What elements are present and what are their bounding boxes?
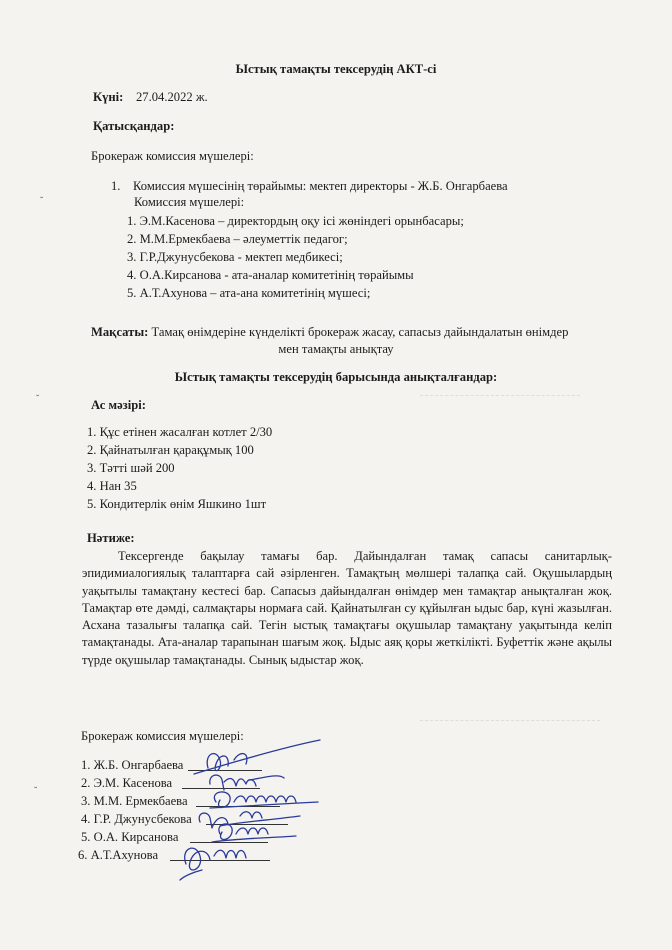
findings-heading: Ыстық тамақты тексерудің барысында анықталғандар: <box>174 370 498 384</box>
list-marker: 1. <box>111 179 121 193</box>
member-item: 2. М.М.Ермекбаева – әлеуметтік педагог; <box>127 232 348 246</box>
purpose-continuation: мен тамақты анықтау <box>278 342 394 356</box>
member-item: 1. Э.М.Касенова – директордың оқу ісі жөніндегі орынбасары; <box>127 214 464 228</box>
chair-line: Комиссия мүшесінің төрайымы: мектеп директоры - Ж.Б. Онгарбаева <box>133 179 508 193</box>
signatory: 4. Г.Р. Джунусбекова <box>81 812 192 826</box>
menu-item: 5. Кондитерлік өнім Яшкино 1шт <box>87 497 267 511</box>
signatory: 2. Э.М. Касенова <box>81 776 173 790</box>
commission-intro: Брокераж комиссия мүшелері: <box>91 149 254 163</box>
document-title: Ыстық тамақты тексерудің АКТ-сі <box>235 62 437 76</box>
margin-mark: ˘ <box>40 196 44 207</box>
signatory: 6. А.Т.Ахунова <box>78 848 159 862</box>
margin-mark: ˘ <box>34 786 38 797</box>
member-item: 3. Г.Р.Джунусбекова - мектеп медбикесі; <box>127 250 343 264</box>
margin-mark: ˘ <box>36 394 40 405</box>
purpose-text: Тамақ өнімдеріне күнделікті брокераж жасау, сапасыз дайындалатын өнімдер <box>148 325 569 339</box>
signatory: 5. О.А. Кирсанова <box>81 830 179 844</box>
menu-heading: Ас мәзірі: <box>91 398 146 412</box>
member-item: 5. А.Т.Ахунова – ата-ана комитетінің мүшесі; <box>127 286 371 300</box>
menu-item: 3. Тәтті шәй 200 <box>87 461 175 475</box>
member-item: 4. О.А.Кирсанова - ата-аналар комитетінің төрайымы <box>127 268 414 282</box>
date-label: Күні: <box>93 90 124 104</box>
show-through-decoration <box>420 395 580 486</box>
handwritten-signatures <box>150 730 370 890</box>
signatory: 1. Ж.Б. Онгарбаева <box>81 758 184 772</box>
result-heading: Нәтиже: <box>87 531 135 545</box>
members-heading: Комиссия мүшелері: <box>134 195 245 209</box>
purpose-line <box>91 324 568 340</box>
signatory: 3. М.М. Ермекбаева <box>81 794 188 808</box>
purpose-label: Мақсаты: <box>91 325 149 339</box>
menu-item: 2. Қайнатылған қарақұмық 100 <box>87 443 254 457</box>
menu-item: 1. Құс етінен жасалған котлет 2/30 <box>87 425 273 439</box>
menu-item: 4. Нан 35 <box>87 479 137 493</box>
result-paragraph: Тексергенде бақылау тамағы бар. Дайындалған тамақ сапасы санитарлық-эпидимиалогиялық талаптарға сай әзірленген. Тамақтың мөлшері талапқа сай. Оқушылардың уақытылы тамақтану кестесі бар. Сапасыз дайындалған өнімдер мен тамақтар анықталған жоқ. Тамақтар өте дәмді, салмақтары нормаға сай. Қайнатылған су құйылған ыдыс бар, күні жазылған. Асхана тазалығы талапқа сай. Тегін ыстық тамақтағы оқушылар тамақтану уақытында келіп тамақтанады. Ата-аналар тарапынан шағым жоқ. Ыдыс аяқ қоры жеткілікті. Буфеттік және ақылы түрде оқушылар тамақтанады. Сынық ыдыстар жоқ. <box>82 549 612 667</box>
date-value: 27.04.2022 ж. <box>136 90 208 104</box>
signatures-heading: Брокераж комиссия мүшелері: <box>81 729 244 743</box>
show-through-decoration <box>420 720 600 851</box>
participants-heading: Қатысқандар: <box>93 119 175 133</box>
